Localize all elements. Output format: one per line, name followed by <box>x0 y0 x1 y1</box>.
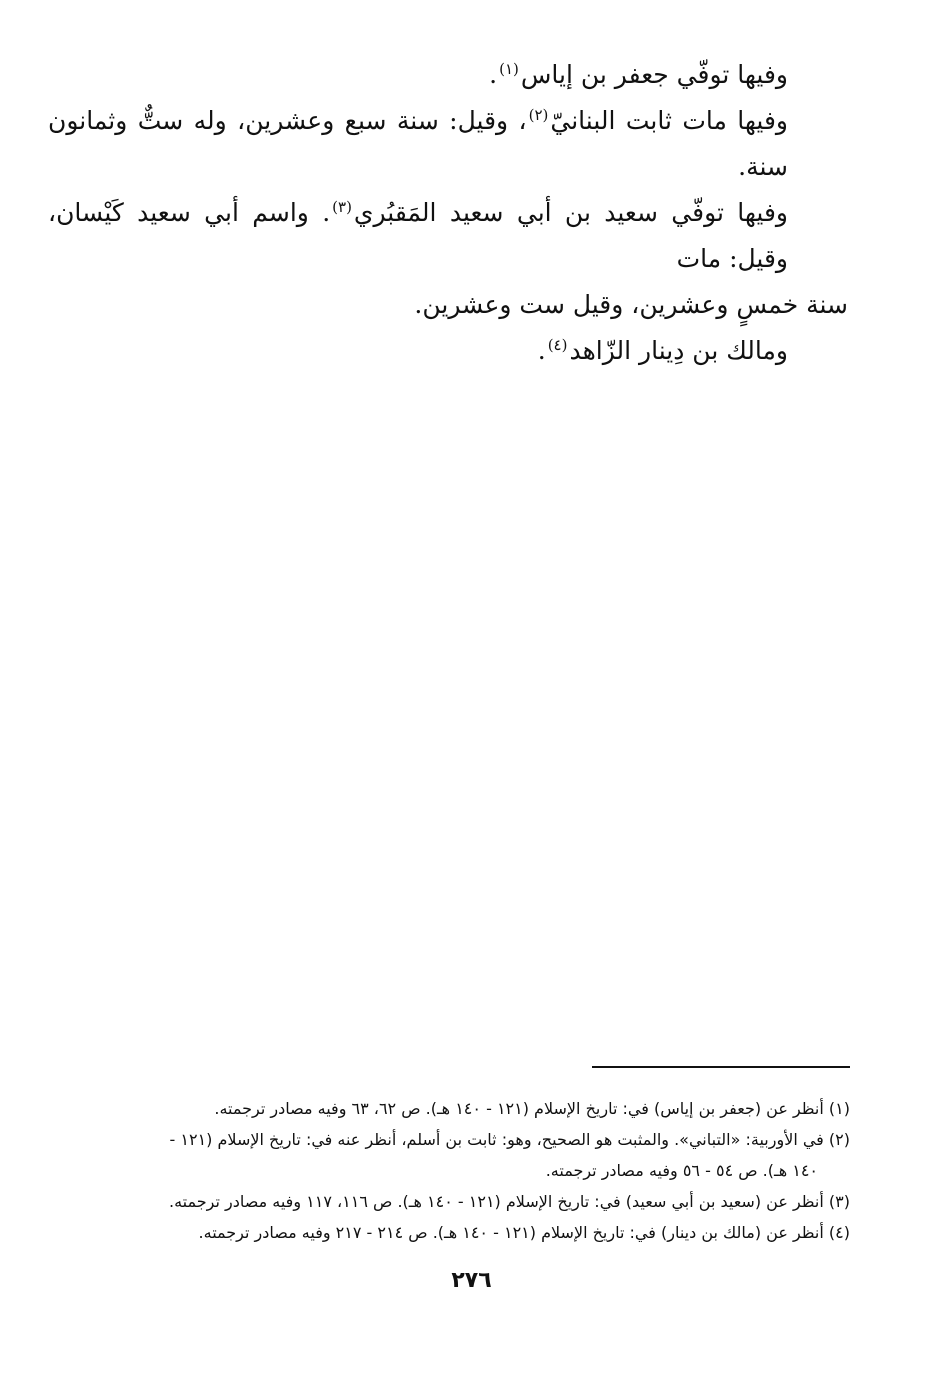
paragraph-jafar <box>48 52 848 98</box>
paragraph-said <box>48 190 848 282</box>
footnote-1: (١) أنظر عن (جعفر بن إياس) في: تاريخ الإسلام (١٢١ - ١٤٠ هـ). ص ٦٢، ٦٣ وفيه مصادر ترجمته. <box>214 1099 850 1118</box>
paragraph-malik <box>48 328 848 374</box>
footnote-4: (٤) أنظر عن (مالك بن دينار) في: تاريخ الإسلام (١٢١ - ١٤٠ هـ). ص ٢١٤ - ٢١٧ وفيه مصادر ترجمته. <box>198 1223 850 1242</box>
footnote-separator <box>592 1066 850 1068</box>
paragraph-text-continued: . واسم أبي سعيد كَيْسان، وقيل: مات <box>48 198 788 273</box>
paragraph-said-line-2 <box>48 282 848 328</box>
footnote-3: (٣) أنظر عن (سعيد بن أبي سعيد) في: تاريخ الإسلام (١٢١ - ١٤٠ هـ). ص ١١٦، ١١٧ وفيه مصادر ترجمته. <box>169 1192 850 1211</box>
footnote-2-continued: ١٤٠ هـ). ص ٥٤ - ٥٦ وفيه مصادر ترجمته. <box>545 1161 818 1180</box>
footnote-ref-1: (١) <box>499 59 519 78</box>
footnote-ref-4: (٤) <box>547 335 568 354</box>
footnote-2: (٢) في الأوربية: «التباني». والمثبت هو الصحيح، وهو: ثابت بن أسلم، أنظر عنه في: تاريخ الإسلام (١٢١ - <box>169 1130 850 1149</box>
paragraph-end: . <box>537 336 546 365</box>
paragraph-text: سنة خمسٍ وعشرين، وقيل ست وعشرين. <box>414 290 848 319</box>
paragraph-text: وفيها توفّي جعفر بن إياس <box>520 60 788 89</box>
page-number: ٢٧٦ <box>451 1268 492 1293</box>
paragraph-thabit <box>48 98 848 190</box>
footnote-ref-3: (٣) <box>332 197 352 216</box>
paragraph-text: وفيها توفّي سعيد بن أبي سعيد المَقبُري <box>353 198 788 227</box>
paragraph-text: وفيها مات ثابت البنانيّ <box>550 106 788 135</box>
footnotes <box>50 1093 850 1248</box>
paragraph-end: . <box>489 60 498 89</box>
footnote-ref-2: (٢) <box>528 105 549 124</box>
main-text <box>48 52 848 374</box>
paragraph-text: ومالك بن دِينار الزّاهد <box>569 336 788 365</box>
paragraph-text-continued: ، وقيل: سنة سبع وعشرين، وله ستٌّ وثمانون سنة. <box>48 106 788 181</box>
